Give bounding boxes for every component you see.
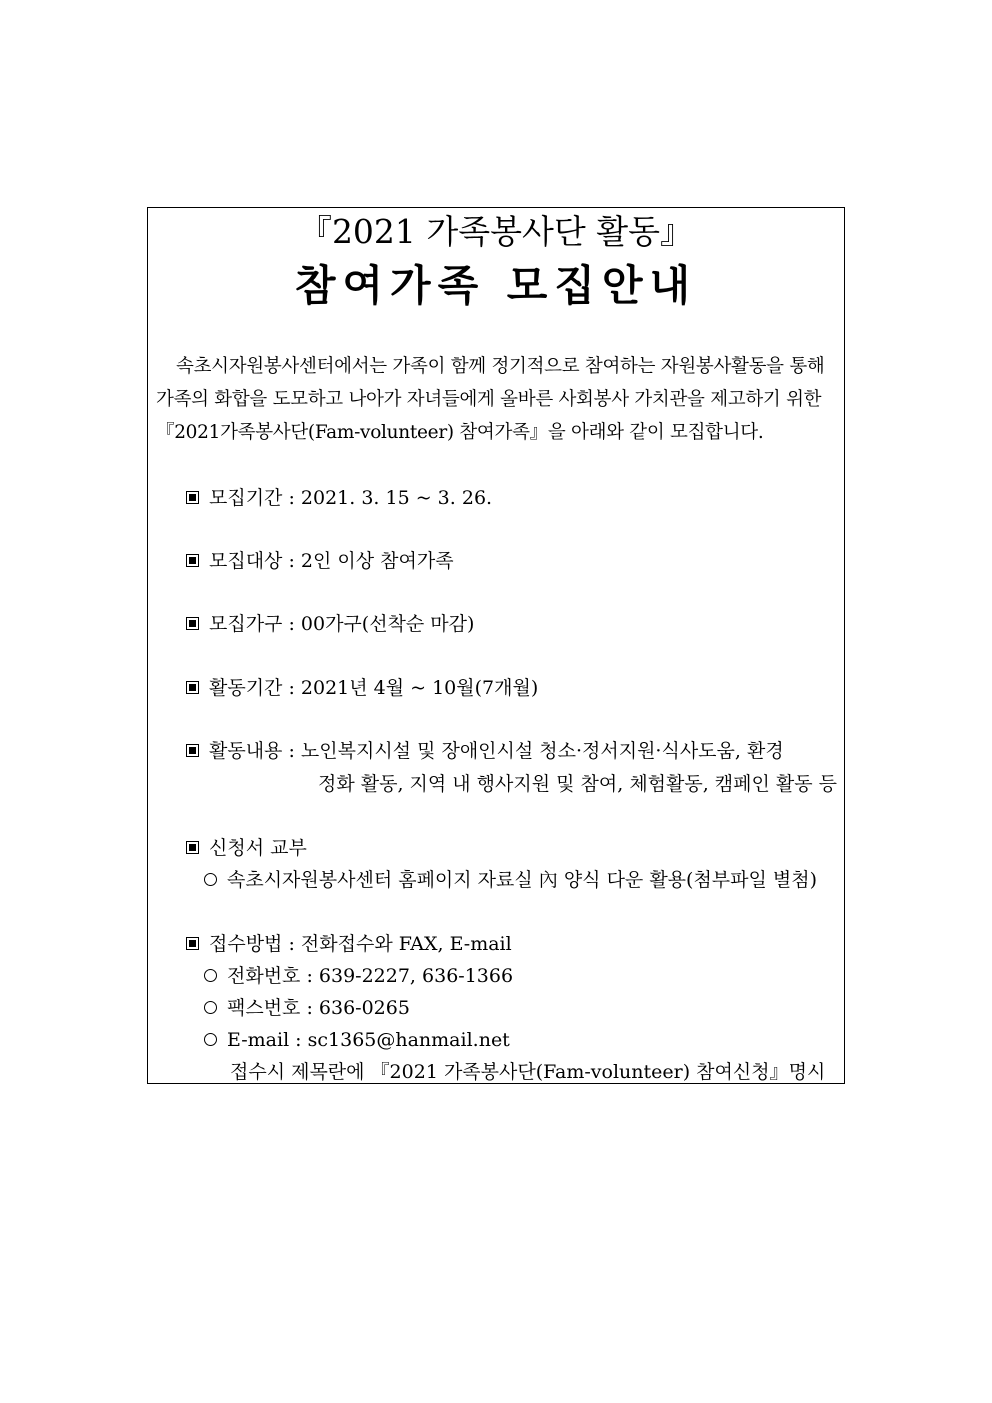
intro-paragraph bbox=[156, 350, 836, 449]
square-bullet-icon bbox=[186, 554, 199, 567]
item-recruit-target: 모집대상 : 2인 이상 참여가족 bbox=[186, 545, 454, 577]
intro-line-3: 『2021가족봉사단(Fam-volunteer) 참여가족』을 아래와 같이 모집합니다. bbox=[156, 422, 764, 443]
item-submission-method: 접수방법 : 전화접수와 FAX, E-mail bbox=[186, 928, 512, 960]
item-activity-content-continuation: 정화 활동, 지역 내 행사지원 및 참여, 체험활동, 캠페인 활동 등 bbox=[318, 773, 838, 795]
circle-bullet-icon bbox=[204, 1001, 217, 1014]
title-line1: 『2021 가족봉사단 활동』 bbox=[298, 212, 694, 251]
square-bullet-icon bbox=[186, 491, 199, 504]
title-line2: 참여가족 모집안내 bbox=[294, 261, 698, 310]
submission-email: E-mail : sc1365@hanmail.net bbox=[204, 1024, 510, 1056]
item-application-form: 신청서 교부 bbox=[186, 832, 307, 864]
square-bullet-icon bbox=[186, 937, 199, 950]
submission-phone: 전화번호 : 639-2227, 636-1366 bbox=[204, 960, 513, 992]
circle-bullet-icon bbox=[204, 873, 217, 886]
notice-box bbox=[147, 207, 845, 1084]
circle-bullet-icon bbox=[204, 969, 217, 982]
square-bullet-icon bbox=[186, 617, 199, 630]
intro-line-1: 속초시자원봉사센터에서는 가족이 함께 정기적으로 참여하는 자원봉사활동을 통해 bbox=[176, 356, 825, 377]
intro-line-2: 가족의 화합을 도모하고 나아가 자녀들에게 올바른 사회봉사 가치관을 제고하기 위한 bbox=[156, 389, 822, 410]
square-bullet-icon bbox=[186, 744, 199, 757]
item-recruit-households: 모집가구 : 00가구(선착순 마감) bbox=[186, 608, 474, 640]
square-bullet-icon bbox=[186, 681, 199, 694]
item-recruit-period: 모집기간 : 2021. 3. 15 ~ 3. 26. bbox=[186, 482, 492, 514]
submission-fax: 팩스번호 : 636-0265 bbox=[204, 992, 410, 1024]
application-form-detail: 속초시자원봉사센터 홈페이지 자료실 內 양식 다운 활용(첨부파일 별첨) bbox=[204, 864, 817, 896]
item-activity-period: 활동기간 : 2021년 4월 ~ 10월(7개월) bbox=[186, 672, 538, 704]
submission-note: 접수시 제목란에 『2021 가족봉사단(Fam-volunteer) 참여신청』명시 bbox=[230, 1061, 826, 1083]
circle-bullet-icon bbox=[204, 1033, 217, 1046]
square-bullet-icon bbox=[186, 841, 199, 854]
item-activity-content: 활동내용 : 노인복지시설 및 장애인시설 청소·정서지원·식사도움, 환경 bbox=[186, 735, 784, 767]
